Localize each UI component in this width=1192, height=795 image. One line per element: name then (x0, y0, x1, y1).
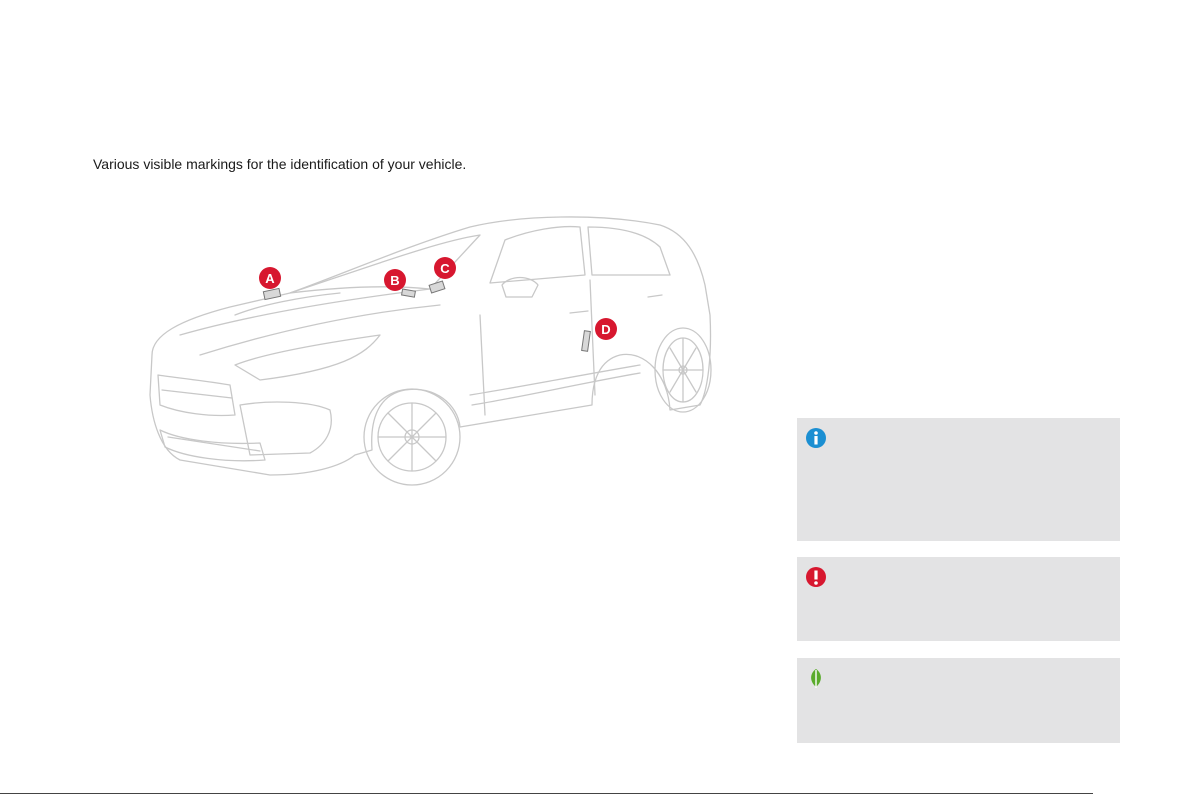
rear-side-window (588, 227, 670, 275)
warning-note (797, 557, 1120, 641)
leaf-icon (805, 667, 827, 689)
svg-text:A: A (265, 271, 275, 286)
headlight (235, 335, 380, 380)
info-note (797, 418, 1120, 541)
warning-icon (805, 566, 827, 588)
intro-text: Various visible markings for the identification of your vehicle. (93, 156, 467, 172)
plate-a (263, 288, 280, 299)
plate-d (582, 331, 591, 352)
marker-d (595, 318, 617, 340)
front-side-window (490, 227, 585, 283)
vehicle-illustration (140, 205, 720, 515)
info-icon (805, 427, 827, 449)
plate-b (402, 289, 416, 297)
eco-note (797, 658, 1120, 743)
plate-c (429, 281, 445, 293)
car-drawing (140, 205, 720, 515)
car-body-outline (150, 217, 711, 475)
marker-b (384, 269, 406, 291)
svg-text:C: C (440, 261, 450, 276)
front-grille (158, 375, 235, 416)
rear-door (590, 280, 595, 395)
marker-c (434, 257, 456, 279)
front-door (480, 315, 485, 415)
bottom-rule (0, 793, 1093, 794)
marker-a (259, 267, 281, 289)
svg-text:B: B (390, 273, 400, 288)
svg-text:D: D (601, 322, 611, 337)
